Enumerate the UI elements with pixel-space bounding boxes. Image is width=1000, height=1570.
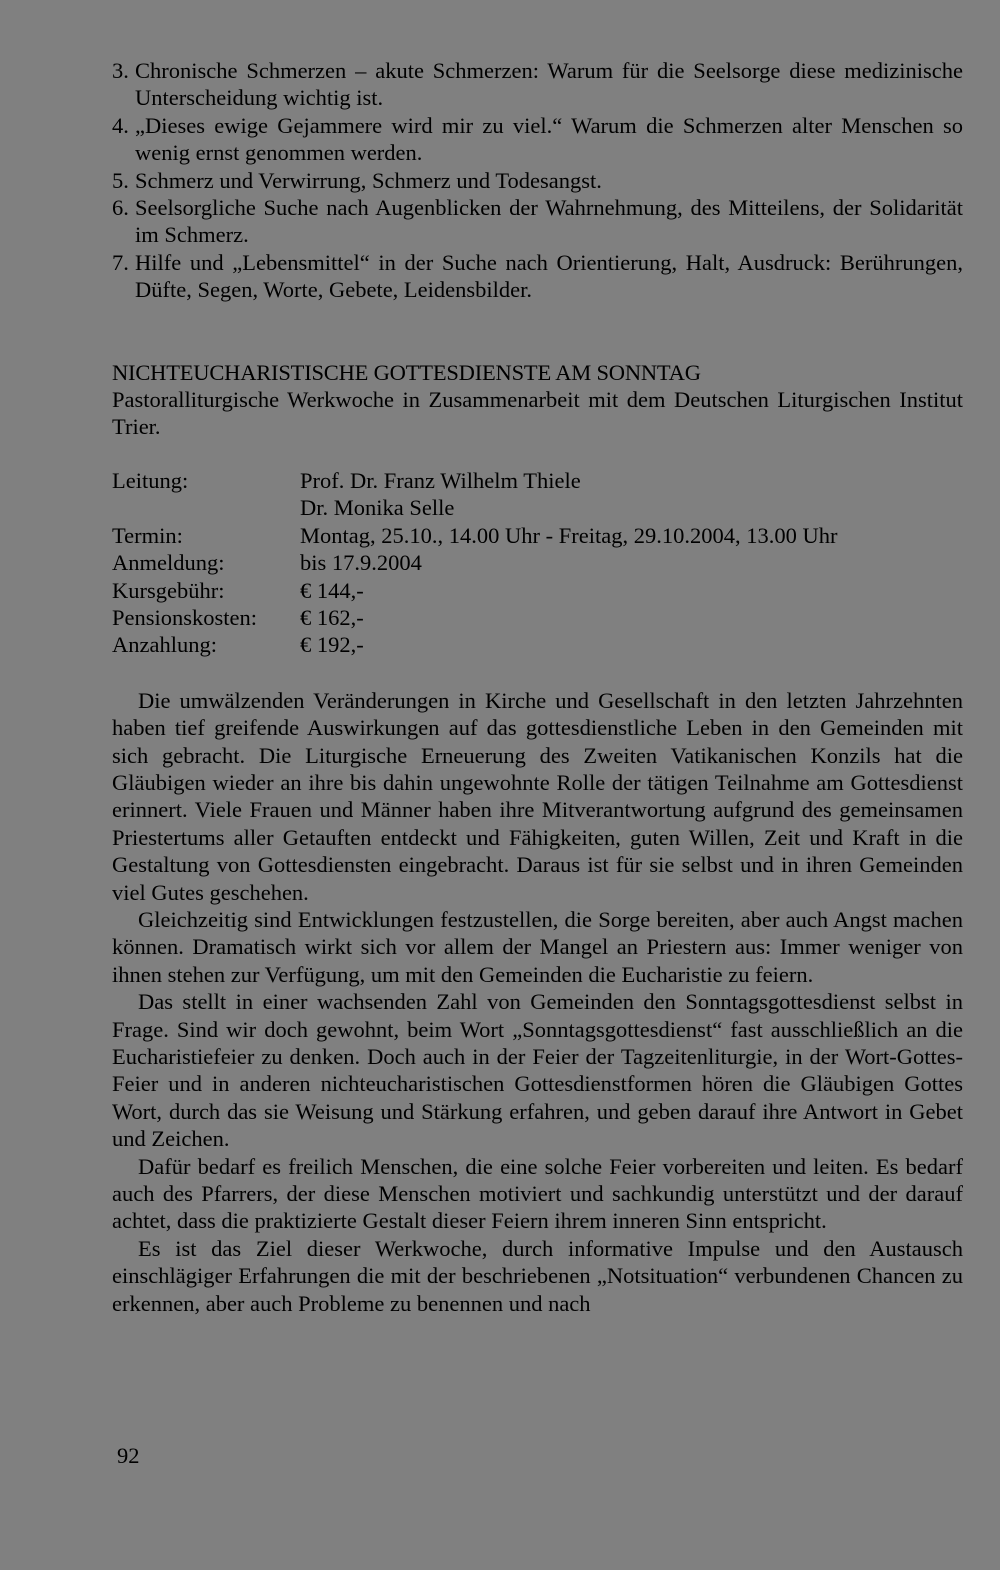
info-row-leitung [112, 467, 837, 522]
section-subtitle: Pastoralliturgische Werkwoche in Zusammenarbeit mit dem Deutschen Liturgischen Institut Trier. [112, 387, 963, 440]
info-row-anzahlung [112, 631, 837, 658]
list-number: 4. [112, 112, 129, 138]
list-text: Hilfe und „Lebensmittel“ in der Suche nach Orientierung, Halt, Ausdruck: Berührungen, Düfte, Segen, Worte, Gebete, Leidensbilder. [135, 249, 963, 303]
section-title: NICHTEUCHARISTISCHE GOTTESDIENSTE AM SONNTAG [112, 359, 701, 385]
termin-value: Montag, 25.10., 14.00 Uhr - Freitag, 29.10.2004, 13.00 Uhr [300, 522, 838, 548]
list-text: Schmerz und Verwirrung, Schmerz und Todesangst. [135, 167, 602, 193]
leitung-label: Leitung: [112, 467, 189, 493]
list-item [112, 112, 963, 167]
list-number: 6. [112, 195, 129, 221]
list-text: Chronische Schmerzen – akute Schmerzen: Warum für die Seelsorge diese medizinische Unterscheidung wichtig ist. [135, 58, 963, 111]
page-number: 92 [117, 1443, 140, 1468]
paragraph: Das stellt in einer wachsenden Zahl von Gemeinden den Sonntagsgottesdienst selbst in Frage. Sind wir doch gewohnt, beim Wort „Sonntagsgottesdienst“ fast ausschließlich an die Eucharistiefeier zu denken. Doch auch in der Feier der Tagzeitenliturgie, in der Wort-Gottes-Feier und in anderen nichteucharistischen Gottesdienstformen hören die Gläubigen Gottes Wort, durch das sie Weisung und Stärkung erfahren, und geben darauf ihre Antwort in Gebet und Zeichen. [112, 989, 963, 1152]
info-row-termin [112, 522, 837, 549]
kursgebuehr-value: € 144,- [300, 577, 364, 603]
paragraph: Es ist das Ziel dieser Werkwoche, durch informative Impulse und den Austausch einschlägiger Erfahrungen die mit der beschriebenen „Notsituation“ verbundenen Chancen zu erkennen, aber auch Probleme zu benennen und nach [112, 1235, 963, 1316]
pensionskosten-label: Pensionskosten: [112, 604, 258, 630]
kursgebuehr-label: Kursgebühr: [112, 577, 225, 603]
paragraph: Dafür bedarf es freilich Menschen, die eine solche Feier vorbereiten und leiten. Es bedarf auch des Pfarrers, der diese Menschen motiviert und sachkundig unterstützt und der darauf achtet, dass die praktizierte Gestalt dieser Feiern ihrem inneren Sinn entspricht. [112, 1153, 963, 1234]
pensionskosten-value: € 162,- [300, 604, 364, 630]
leitung-value [300, 467, 837, 522]
anzahlung-label: Anzahlung: [112, 632, 217, 658]
paragraph: Die umwälzenden Veränderungen in Kirche und Gesellschaft in den letzten Jahrzehnten haben tief greifende Auswirkungen auf das gottesdienstliche Leben in den Gemeinden mit sich gebracht. Die Liturgische Erneuerung des Zweiten Vatikanischen Konzils hat die Gläubigen wieder an ihre bis dahin ungewohnte Rolle der tätigen Teilnahme am Gottesdienst erinnert. Viele Frauen und Männer haben ihre Mitverantwortung aufgrund des gemeinsamen Priestertums aller Getauften entdeckt und Fähigkeiten, guten Willen, Zeit und Kraft in die Gestaltung von Gottesdiensten eingebracht. Daraus ist für sie selbst und in ihren Gemeinden viel Gutes geschehen. [112, 687, 963, 905]
leitung-name-2: Dr. Monika Selle [300, 495, 455, 521]
list-number: 7. [112, 249, 129, 275]
list-item [112, 194, 963, 249]
body-text [112, 687, 963, 1317]
leitung-name-1: Prof. Dr. Franz Wilhelm Thiele [300, 467, 581, 493]
list-number: 5. [112, 167, 129, 193]
list-item [112, 167, 963, 194]
page-content [112, 57, 963, 1317]
list-number: 3. [112, 58, 129, 83]
paragraph: Gleichzeitig sind Entwicklungen festzustellen, die Sorge bereiten, aber auch Angst machen können. Dramatisch wirkt sich vor allem der Mangel an Priestern aus: Immer weniger von ihnen stehen zur Verfügung, um mit den Gemeinden die Eucharistie zu feiern. [112, 906, 963, 987]
termin-label: Termin: [112, 522, 183, 548]
course-info-table [112, 467, 837, 659]
info-row-anmeldung [112, 549, 837, 576]
anmeldung-value: bis 17.9.2004 [300, 550, 422, 576]
info-row-pensionskosten [112, 604, 837, 631]
list-item [112, 57, 963, 112]
list-text: Seelsorgliche Suche nach Augenblicken der Wahrnehmung, des Mitteilens, der Solidarität im Schmerz. [135, 195, 963, 248]
list-text: „Dieses ewige Gejammere wird mir zu viel.“ Warum die Schmerzen alter Menschen so wenig ernst genommen werden. [135, 112, 963, 166]
numbered-list [112, 57, 963, 304]
info-row-kursgebuehr [112, 577, 837, 604]
anzahlung-value: € 192,- [300, 632, 364, 658]
list-item [112, 249, 963, 304]
anmeldung-label: Anmeldung: [112, 550, 225, 576]
